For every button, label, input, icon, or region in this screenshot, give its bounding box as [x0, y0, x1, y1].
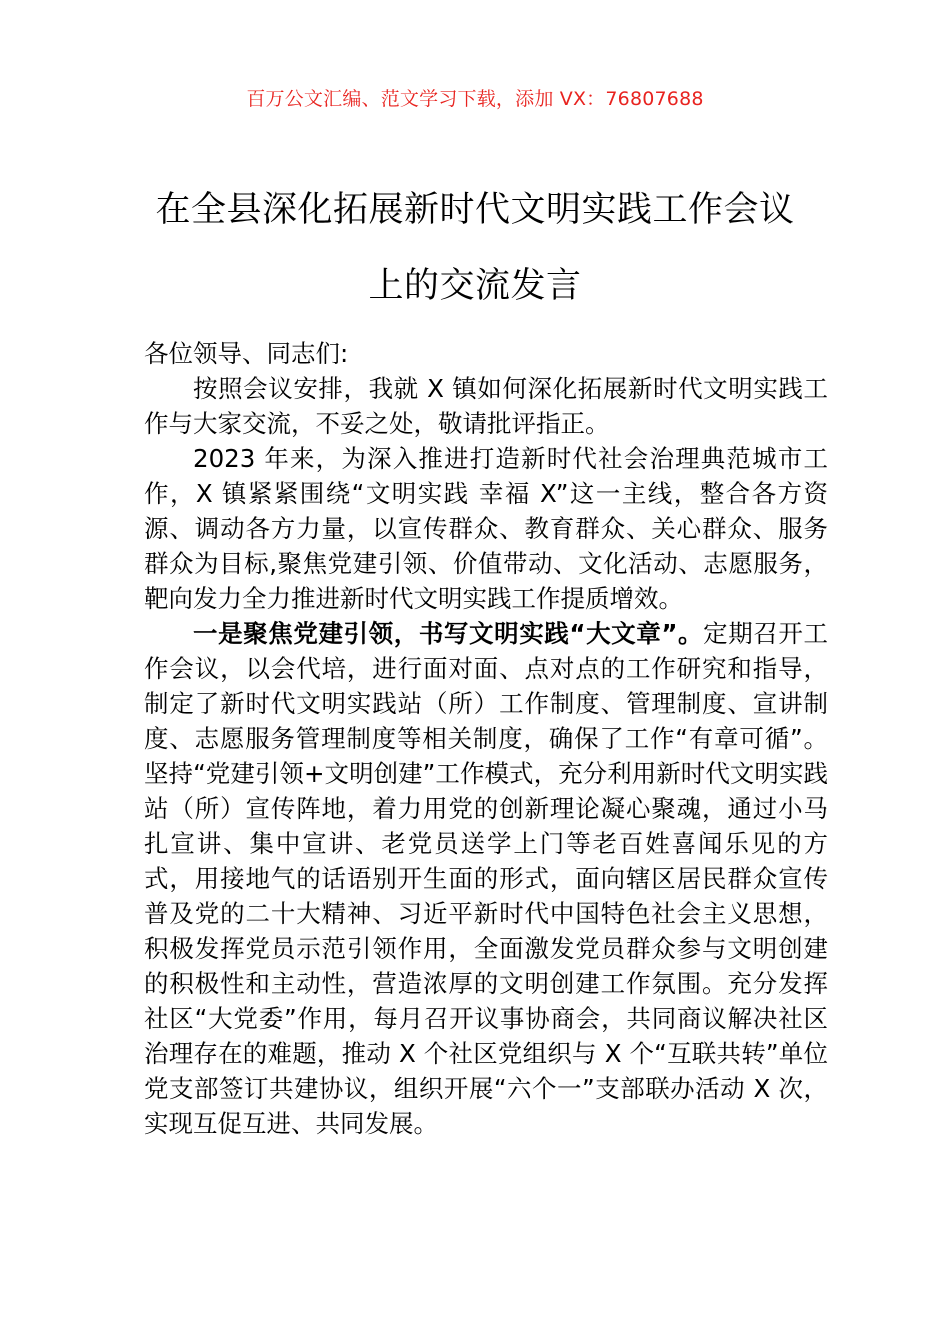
title-line-2: 上的交流发言	[368, 266, 582, 306]
paragraph-overview: 2023 年来，为深入推进打造新时代社会治理典范城市工作，X 镇紧紧围绕“文明实践 幸福 X”这一主线，整合各方资源、调动各方力量，以宣传群众、教育群众、关心群众、服务群众为目标,聚焦党建引领、价值带动、文化活动、志愿服务，靶向发力全力推进新时代文明实践工作提质增效。	[144, 444, 828, 613]
paragraph-point-one	[144, 616, 828, 1141]
document-body	[144, 336, 828, 1141]
document-title	[0, 172, 950, 324]
watermark-header: 百万公文汇编、范文学习下载，添加 VX：76807688	[246, 88, 704, 110]
paragraph-intro: 按照会议安排，我就 X 镇如何深化拓展新时代文明实践工作与大家交流，不妥之处，敬请批评指正。	[144, 374, 828, 438]
title-line-1: 在全县深化拓展新时代文明实践工作会议	[155, 190, 795, 230]
point-one-heading: 一是聚焦党建引领，书写文明实践“大文章”。	[193, 619, 704, 648]
point-one-text: 定期召开工作会议，以会代培，进行面对面、点对点的工作研究和指导，制定了新时代文明实践站（所）工作制度、管理制度、宣讲制度、志愿服务管理制度等相关制度，确保了工作“有章可循”。坚持“党建引领+文明创建”工作模式，充分利用新时代文明实践站（所）宣传阵地，着力用党的创新理论凝心聚魂，通过小马扎宣讲、集中宣讲、老党员送学上门等老百姓喜闻乐见的方式，用接地气的话语别开生面的形式，面向辖区居民群众宣传普及党的二十大精神、习近平新时代中国特色社会主义思想，积极发挥党员示范引领作用，全面激发党员群众参与文明创建的积极性和主动性，营造浓厚的文明创建工作氛围。充分发挥社区“大党委”作用，每月召开议事协商会，共同商议解决社区治理存在的难题，推动 X 个社区党组织与 X 个“互联共转”单位党支部签订共建协议，组织开展“六个一”支部联办活动 X 次，实现互促互进、共同发展。	[144, 619, 829, 1138]
salutation: 各位领导、同志们:	[144, 339, 349, 368]
